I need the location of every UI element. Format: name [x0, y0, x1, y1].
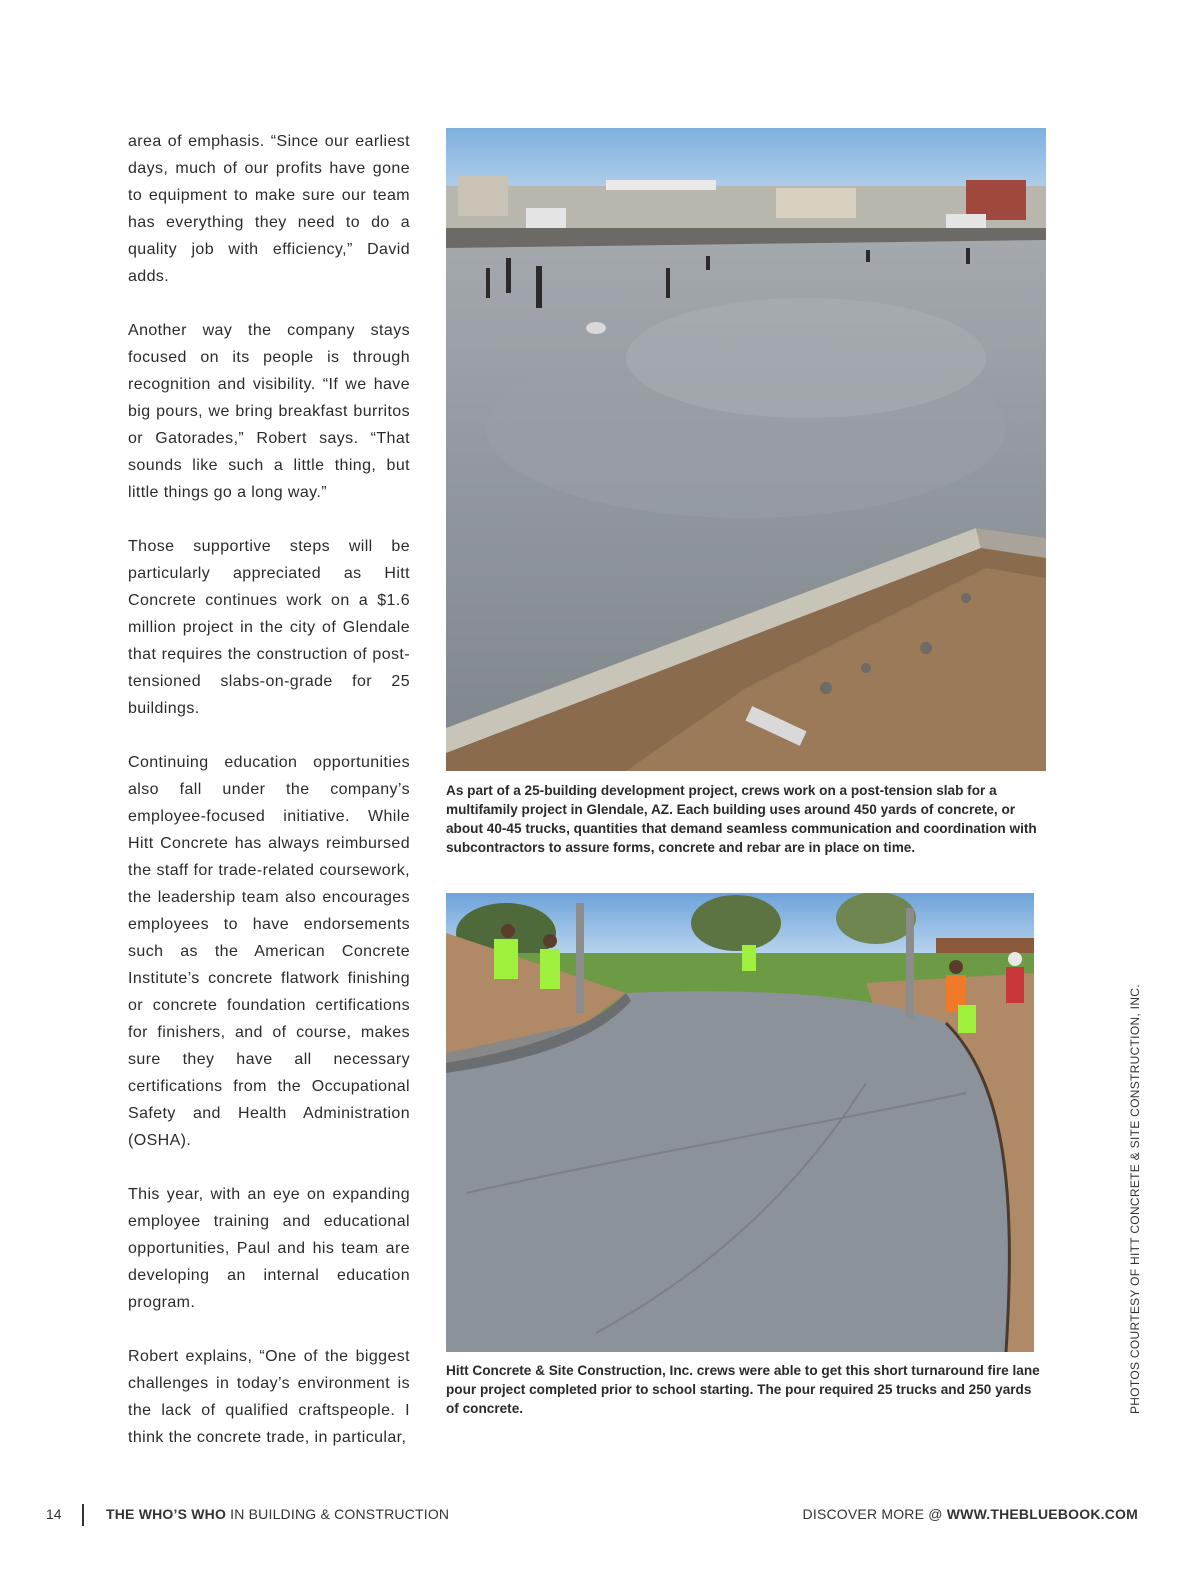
publication-title-bold: THE WHO’S WHO	[106, 1506, 227, 1522]
article-paragraph: Those supportive steps will be particularly appreciated as Hitt Concrete continues work on a $1.6 million project in the city of Glendale that requires the construction of post-tensioned slabs-on-grade for 25 buildings.	[128, 538, 410, 717]
publication-title	[106, 1506, 449, 1522]
discover-url[interactable]: WWW.THEBLUEBOOK.COM	[946, 1506, 1138, 1522]
publication-title-rest: IN BUILDING & CONSTRUCTION	[226, 1506, 450, 1522]
discover-more	[803, 1506, 1138, 1522]
fire-lane-pour-photo-image	[446, 893, 1034, 1352]
footer-divider	[82, 1504, 84, 1526]
article-paragraph: area of emphasis. “Since our earliest days, much of our profits have gone to equipment to make sure our team has everything they need to do a quality job with efficiency,” David adds.	[128, 133, 410, 285]
fire-lane-pour-photo	[446, 893, 1034, 1352]
article-paragraph: Continuing education opportunities also fall under the company’s employee-focused initiative. While Hitt Concrete has always reimbursed the staff for trade-related coursework, the leadership team also encourages employees to have endorsements such as the American Concrete Institute’s concrete flatwork finishing or concrete foundation certifications for finishers, and of course, makes sure they have all necessary certifications from the Occupational Safety and Health Administration (OSHA).	[128, 754, 410, 1149]
article-body	[128, 128, 410, 1478]
page-number: 14	[46, 1506, 62, 1522]
photo-caption: Hitt Concrete & Site Construction, Inc. crews were able to get this short turnaround fire lane pour project completed prior to school starting. The pour required 25 trucks and 250 yards of concrete.	[446, 1363, 1040, 1416]
photo-caption: As part of a 25-building development project, crews work on a post-tension slab for a multifamily project in Glendale, AZ. Each building uses around 450 yards of concrete, or about 40-45 trucks, quantities that demand seamless communication and coordination with subcontractors to assure forms, concrete and rebar are in place on time.	[446, 783, 1037, 855]
article-paragraph: Another way the company stays focused on its people is through recognition and visibility. “If we have big pours, we bring breakfast burritos or Gatorades,” Robert says. “That sounds like such a little thing, but little things go a long way.”	[128, 322, 410, 501]
slab-pour-photo	[446, 128, 1046, 771]
slab-pour-photo-image	[446, 128, 1046, 771]
article-paragraph: Robert explains, “One of the biggest challenges in today’s environment is the lack of qualified craftspeople. I think the concrete trade, in particular,	[128, 1348, 410, 1446]
photo-credit: PHOTOS COURTESY OF HITT CONCRETE & SITE CONSTRUCTION, INC.	[1128, 984, 1142, 1414]
discover-prefix: DISCOVER MORE @	[802, 1506, 947, 1522]
article-paragraph: This year, with an eye on expanding employee training and educational opportunities, Paul and his team are developing an internal education program.	[128, 1186, 410, 1311]
